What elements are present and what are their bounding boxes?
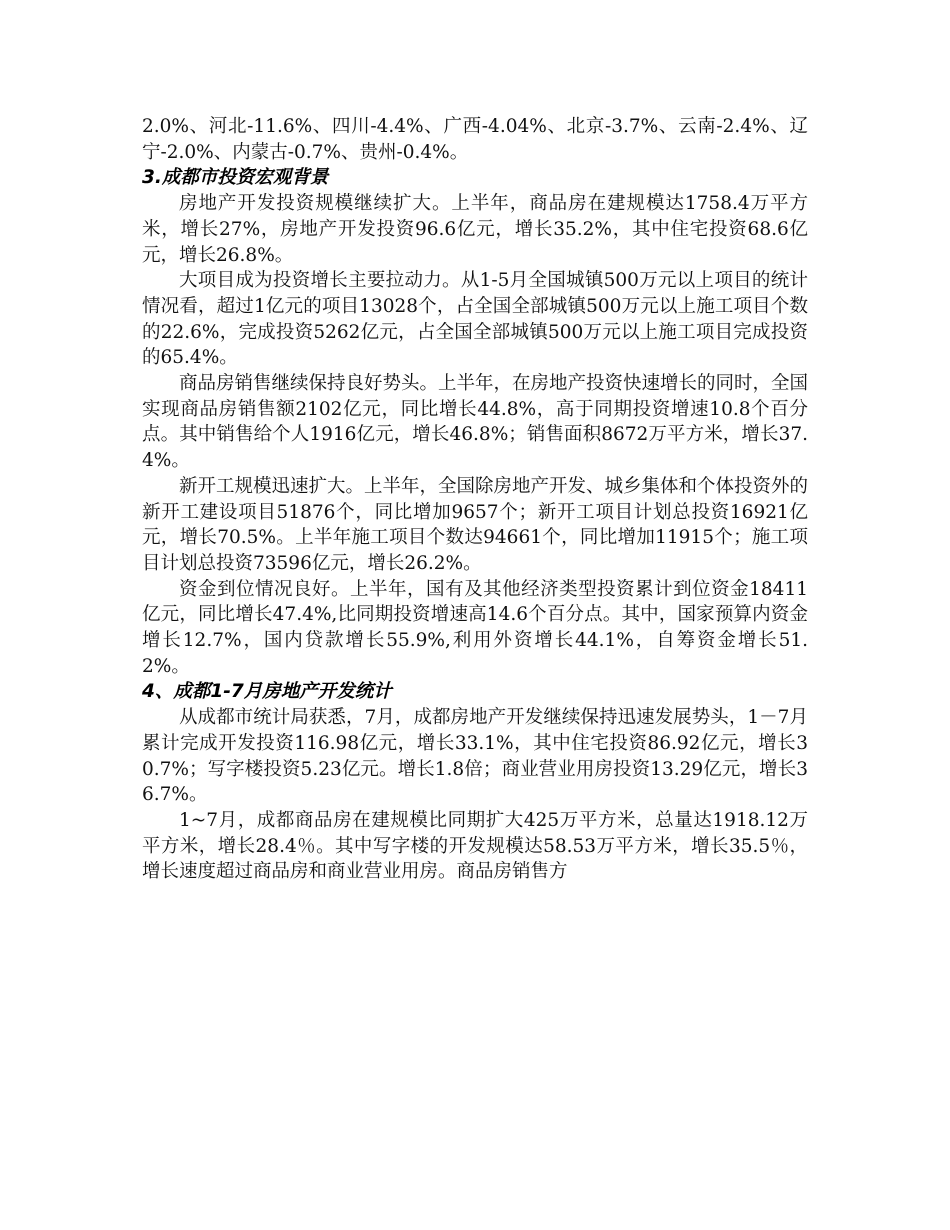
section-3-paragraph-4: 新开工规模迅速扩大。上半年，全国除房地产开发、城乡集体和个体投资外的新开工建设项目51876个，同比增加9657个；新开工项目计划总投资16921亿元，增长70.5%。上半年施工项目个数达94661个，同比增加11915个；施工项目计划总投资73596亿元，增长26.2%。 xyxy=(142,475,809,574)
section-3-heading: 3.成都市投资宏观背景 xyxy=(142,167,329,189)
section-3-paragraph-3: 商品房销售继续保持良好势头。上半年，在房地产投资快速增长的同时，全国实现商品房销售额2102亿元，同比增长44.8%，高于同期投资增速10.8个百分点。其中销售给个人1916亿元，增长46.8%；销售面积8672万平方米，增长37.4%。 xyxy=(142,373,809,472)
document-body xyxy=(142,114,808,885)
section-3-paragraph-1: 房地产开发投资规模继续扩大。上半年，商品房在建规模达1758.4万平方米，增长27%，房地产开发投资96.6亿元，增长35.2%，其中住宅投资68.6亿元，增长26.8%。 xyxy=(142,193,808,266)
section-4-paragraph-2: 1~7月，成都商品房在建规模比同期扩大425万平方米，总量达1918.12万平方米，增长28.4％。其中写字楼的开发规模达58.53万平方米，增长35.5％，增长速度超过商品房和商业营业用房。商品房销售方 xyxy=(142,809,808,883)
section-3-paragraph-5: 资金到位情况良好。上半年，国有及其他经济类型投资累计到位资金18411亿元，同比增长47.4%,比同期投资增速高14.6个百分点。其中，国家预算内资金增长12.7%，国内贷款增长55.9%,利用外资增长44.1%，自筹资金增长51.2%。 xyxy=(142,578,808,677)
section-4-paragraph-1: 从成都市统计局获悉，7月，成都房地产开发继续保持迅速发展势头，1－7月累计完成开发投资116.98亿元，增长33.1%，其中住宅投资86.92亿元，增长30.7%；写字楼投资5.23亿元。增长1.8倍；商业营业用房投资13.29亿元，增长36.7%。 xyxy=(142,707,808,806)
section-4-heading: 4、成都1-7月房地产开发统计 xyxy=(142,681,392,703)
intro-paragraph: 2.0%、河北-11.6%、四川-4.4%、广西-4.04%、北京-3.7%、云南-2.4%、辽宁-2.0%、内蒙古-0.7%、贵州-0.4%。 xyxy=(142,116,808,163)
section-3-paragraph-2: 大项目成为投资增长主要拉动力。从1-5月全国城镇500万元以上项目的统计情况看，超过1亿元的项目13028个，占全国全部城镇500万元以上施工项目个数的22.6%，完成投资5262亿元，占全国全部城镇500万元以上施工项目完成投资的65.4%。 xyxy=(142,270,808,369)
